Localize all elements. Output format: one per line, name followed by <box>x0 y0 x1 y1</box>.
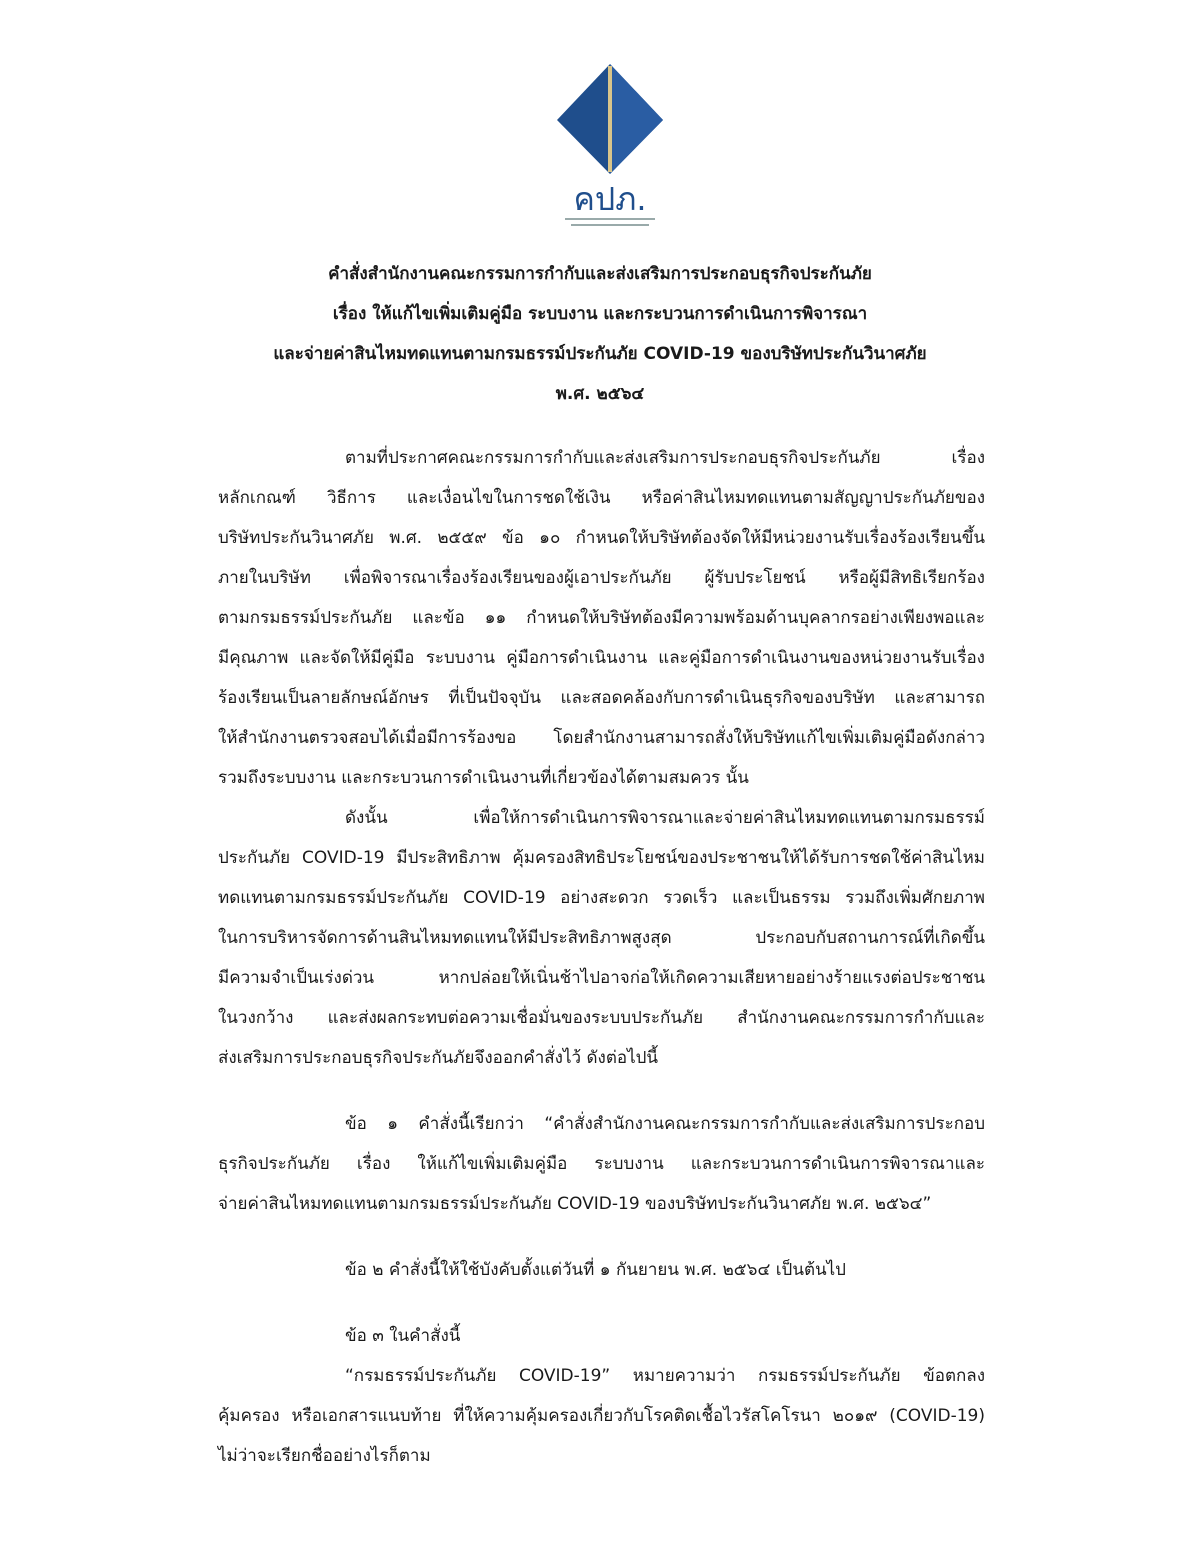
clause3-line: คุ้มครอง หรือเอกสารแนบท้าย ที่ให้ความคุ้มครองเกี่ยวกับโรคติดเชื้อไวรัสโคโรนา ๒๐๑๙ (COVID-19) <box>218 1406 985 1426</box>
svg-text:คปภ.: คปภ. <box>573 180 647 218</box>
clause1-line: ข้อ ๑ คำสั่งนี้เรียกว่า “คำสั่งสำนักงานคณะกรรมการกำกับและส่งเสริมการประกอบ <box>345 1114 985 1134</box>
clause1-line: จ่ายค่าสินไหมทดแทนตามกรมธรรม์ประกันภัย COVID-19 ของบริษัทประกันวินาศภัย พ.ศ. ๒๕๖๔” <box>218 1194 932 1214</box>
para1-line: รวมถึงระบบงาน และกระบวนการดำเนินงานที่เกี่ยวข้องได้ตามสมควร นั้น <box>218 768 749 788</box>
para1-line: ภายในบริษัท เพื่อพิจารณาเรื่องร้องเรียนของผู้เอาประกันภัย ผู้รับประโยชน์ หรือผู้มีสิทธิเรียกร้อง <box>218 568 985 588</box>
title-line: และจ่ายค่าสินไหมทดแทนตามกรมธรรม์ประกันภัย COVID-19 ของบริษัทประกันวินาศภัย <box>273 344 927 364</box>
para2-line: ประกันภัย COVID-19 มีประสิทธิภาพ คุ้มครองสิทธิประโยชน์ของประชาชนให้ได้รับการชดใช้ค่าสินไหม <box>218 848 985 868</box>
para2-line: ส่งเสริมการประกอบธุรกิจประกันภัยจึงออกคำสั่งไว้ ดังต่อไปนี้ <box>218 1048 659 1068</box>
clause3-line: “กรมธรรม์ประกันภัย COVID-19” หมายความว่า กรมธรรม์ประกันภัย ข้อตกลง <box>345 1366 985 1386</box>
para2-line: ดังนั้น เพื่อให้การดำเนินการพิจารณาและจ่ายค่าสินไหมทดแทนตามกรมธรรม์ <box>345 808 985 828</box>
para2-line: มีความจำเป็นเร่งด่วน หากปล่อยให้เนิ่นช้าไปอาจก่อให้เกิดความเสียหายอย่างร้ายแรงต่อประชาชน <box>218 968 985 988</box>
title-year: พ.ศ. ๒๕๖๔ <box>555 384 645 404</box>
para2-line: ทดแทนตามกรมธรรม์ประกันภัย COVID-19 อย่างสะดวก รวดเร็ว และเป็นธรรม รวมถึงเพิ่มศักยภาพ <box>218 888 985 908</box>
para2-line: ในวงกว้าง และส่งผลกระทบต่อความเชื่อมั่นของระบบประกันภัย สำนักงานคณะกรรมการกำกับและ <box>218 1008 985 1028</box>
clause2: ข้อ ๒ คำสั่งนี้ให้ใช้บังคับตั้งแต่วันที่ ๑ กันยายน พ.ศ. ๒๕๖๔ เป็นต้นไป <box>345 1260 846 1280</box>
title-line: คำสั่งสำนักงานคณะกรรมการกำกับและส่งเสริมการประกอบธุรกิจประกันภัย <box>328 264 872 284</box>
para1-line: ให้สำนักงานตรวจสอบได้เมื่อมีการร้องขอ โดยสำนักงานสามารถสั่งให้บริษัทแก้ไขเพิ่มเติมคู่มือดังกล่าว <box>218 728 985 748</box>
para1-line: ร้องเรียนเป็นลายลักษณ์อักษร ที่เป็นปัจจุบัน และสอดคล้องกับการดำเนินธุรกิจของบริษัท และสามารถ <box>218 688 985 708</box>
para1-line: บริษัทประกันวินาศภัย พ.ศ. ๒๕๕๙ ข้อ ๑๐ กำหนดให้บริษัทต้องจัดให้มีหน่วยงานรับเรื่องร้องเรียนขึ้น <box>218 528 985 548</box>
oic-logo <box>555 62 665 232</box>
clause3-line: ไม่ว่าจะเรียกชื่ออย่างไรก็ตาม <box>218 1446 431 1466</box>
para1-line: มีคุณภาพ และจัดให้มีคู่มือ ระบบงาน คู่มือการดำเนินงาน และคู่มือการดำเนินงานของหน่วยงานรับเรื่อง <box>218 648 985 668</box>
para1-line: ตามที่ประกาศคณะกรรมการกำกับและส่งเสริมการประกอบธุรกิจประกันภัย เรื่อง <box>345 448 985 468</box>
title-line: เรื่อง ให้แก้ไขเพิ่มเติมคู่มือ ระบบงาน และกระบวนการดำเนินการพิจารณา <box>332 304 868 324</box>
para1-line: ตามกรมธรรม์ประกันภัย และข้อ ๑๑ กำหนดให้บริษัทต้องมีความพร้อมด้านบุคลากรอย่างเพียงพอและ <box>218 608 985 628</box>
para1-line: หลักเกณฑ์ วิธีการ และเงื่อนไขในการชดใช้เงิน หรือค่าสินไหมทดแทนตามสัญญาประกันภัยของ <box>218 488 985 508</box>
clause3-heading: ข้อ ๓ ในคำสั่งนี้ <box>345 1326 461 1346</box>
para2-line: ในการบริหารจัดการด้านสินไหมทดแทนให้มีประสิทธิภาพสูงสุด ประกอบกับสถานการณ์ที่เกิดขึ้น <box>218 928 985 948</box>
clause1-line: ธุรกิจประกันภัย เรื่อง ให้แก้ไขเพิ่มเติมคู่มือ ระบบงาน และกระบวนการดำเนินการพิจารณาและ <box>218 1154 985 1174</box>
